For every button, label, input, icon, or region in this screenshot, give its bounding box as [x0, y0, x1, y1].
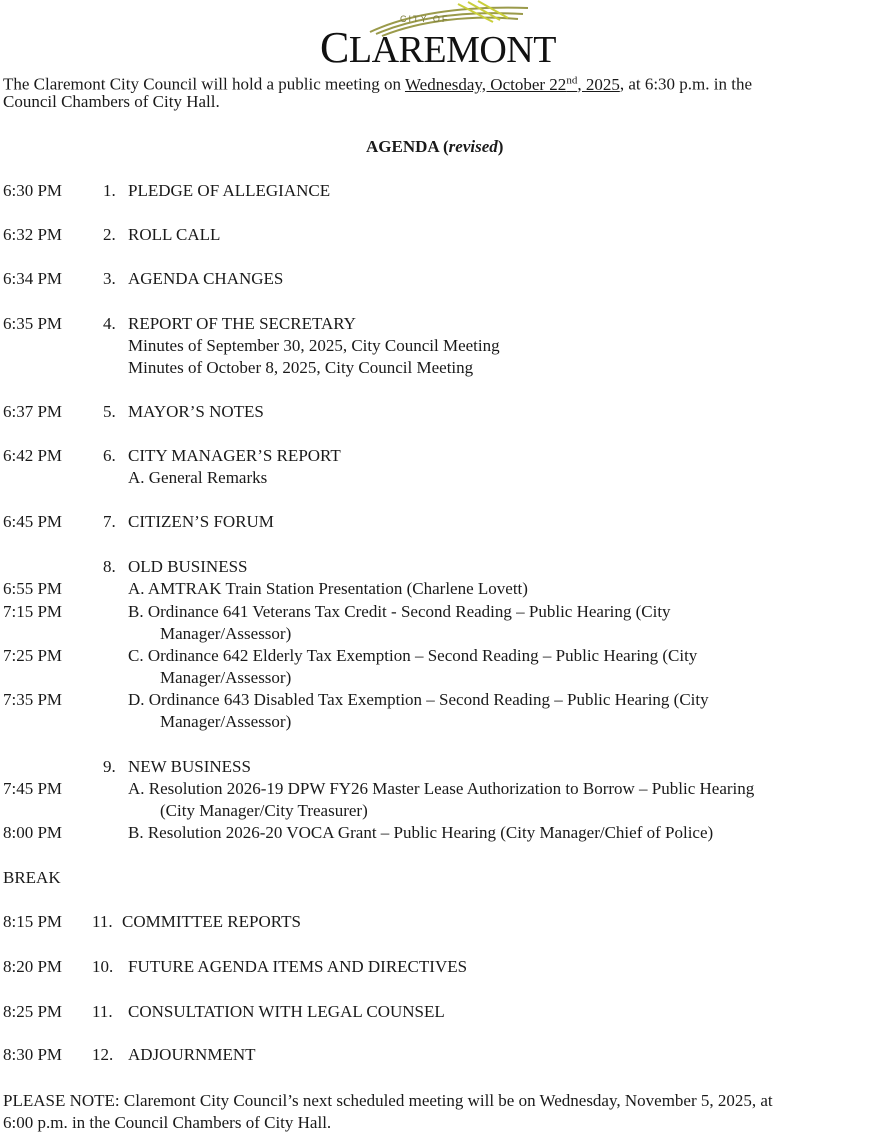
item-number: 7.	[103, 512, 116, 531]
intro-text-tail: , at 6:30 p.m. in the	[619, 74, 753, 94]
item-time: 8:25 PM	[3, 1002, 63, 1021]
note-line-2: 6:00 p.m. in the Council Chambers of City Hall.	[3, 1113, 332, 1132]
item-title: MAYOR’S NOTES	[128, 402, 264, 421]
item-number: 5.	[103, 402, 116, 421]
item-time: 6:35 PM	[3, 314, 63, 333]
item-number: 4.	[103, 314, 116, 333]
subitem-time: 7:45 PM	[3, 779, 63, 798]
logo-city-of-text: CITY OF	[400, 14, 450, 24]
item-subline: Minutes of September 30, 2025, City Council Meeting	[128, 336, 500, 355]
logo-wordmark: CLAREMONT	[320, 23, 556, 72]
item-number: 6.	[103, 446, 116, 465]
item-title: CITIZEN’S FORUM	[128, 512, 274, 531]
item-time: 6:45 PM	[3, 512, 63, 531]
note-line-1: PLEASE NOTE: Claremont City Council’s next scheduled meeting will be on Wednesday, November 5, 2025, at	[3, 1091, 773, 1110]
subitem-time: 7:25 PM	[3, 646, 63, 665]
item-number: 3.	[103, 269, 116, 288]
intro-text: The Claremont City Council will hold a public meeting on	[3, 74, 405, 94]
subitem-text: C. Ordinance 642 Elderly Tax Exemption – Second Reading – Public Hearing (City	[128, 646, 698, 665]
subitem-time: 7:15 PM	[3, 602, 63, 621]
item-time: 6:42 PM	[3, 446, 63, 465]
item-number: 11.	[92, 912, 113, 931]
item-time: 8:15 PM	[3, 912, 63, 931]
item-time: 8:20 PM	[3, 957, 63, 976]
item-number: 9.	[103, 757, 116, 776]
item-subline: Minutes of October 8, 2025, City Council Meeting	[128, 358, 474, 377]
subitem-continuation: Manager/Assessor)	[160, 624, 292, 643]
subitem-time: 6:55 PM	[3, 579, 63, 598]
item-title: ROLL CALL	[128, 225, 221, 244]
subitem-text: B. Ordinance 641 Veterans Tax Credit - Second Reading – Public Hearing (City	[128, 602, 671, 621]
item-title: AGENDA CHANGES	[128, 269, 284, 288]
item-title: NEW BUSINESS	[128, 757, 251, 776]
item-time: 6:37 PM	[3, 402, 63, 421]
subitem-time: 7:35 PM	[3, 690, 63, 709]
item-number: 12.	[92, 1045, 114, 1064]
subitem-continuation: (City Manager/City Treasurer)	[160, 801, 368, 820]
subitem-time: 8:00 PM	[3, 823, 63, 842]
subitem-text: D. Ordinance 643 Disabled Tax Exemption – Second Reading – Public Hearing (City	[128, 690, 709, 709]
item-subline: A. General Remarks	[128, 468, 268, 487]
intro-line-2: Council Chambers of City Hall.	[3, 92, 220, 111]
item-title: OLD BUSINESS	[128, 557, 248, 576]
item-title: CITY MANAGER’S REPORT	[128, 446, 341, 465]
subitem-text: A. AMTRAK Train Station Presentation (Charlene Lovett)	[128, 579, 528, 598]
subitem-continuation: Manager/Assessor)	[160, 712, 292, 731]
subitem-text: A. Resolution 2026-19 DPW FY26 Master Lease Authorization to Borrow – Public Hearing	[128, 779, 755, 798]
break-label: BREAK	[3, 868, 61, 887]
item-time: 6:32 PM	[3, 225, 63, 244]
item-time: 8:30 PM	[3, 1045, 63, 1064]
item-number: 2.	[103, 225, 116, 244]
item-time: 6:34 PM	[3, 269, 63, 288]
item-time: 6:30 PM	[3, 181, 63, 200]
agenda-heading: AGENDA (revised)	[366, 137, 504, 156]
item-title: PLEDGE OF ALLEGIANCE	[128, 181, 331, 200]
meeting-date: Wednesday, October 22nd, 2025	[404, 74, 620, 94]
item-title: CONSULTATION WITH LEGAL COUNSEL	[128, 1002, 445, 1021]
subitem-text: B. Resolution 2026-20 VOCA Grant – Public Hearing (City Manager/Chief of Police)	[128, 823, 714, 842]
item-number: 10.	[92, 957, 114, 976]
item-number: 11.	[92, 1002, 113, 1021]
item-number: 1.	[103, 181, 116, 200]
subitem-continuation: Manager/Assessor)	[160, 668, 292, 687]
item-title: COMMITTEE REPORTS	[122, 912, 301, 931]
item-number: 8.	[103, 557, 116, 576]
item-title: REPORT OF THE SECRETARY	[128, 314, 356, 333]
item-title: FUTURE AGENDA ITEMS AND DIRECTIVES	[128, 957, 468, 976]
item-title: ADJOURNMENT	[128, 1045, 256, 1064]
